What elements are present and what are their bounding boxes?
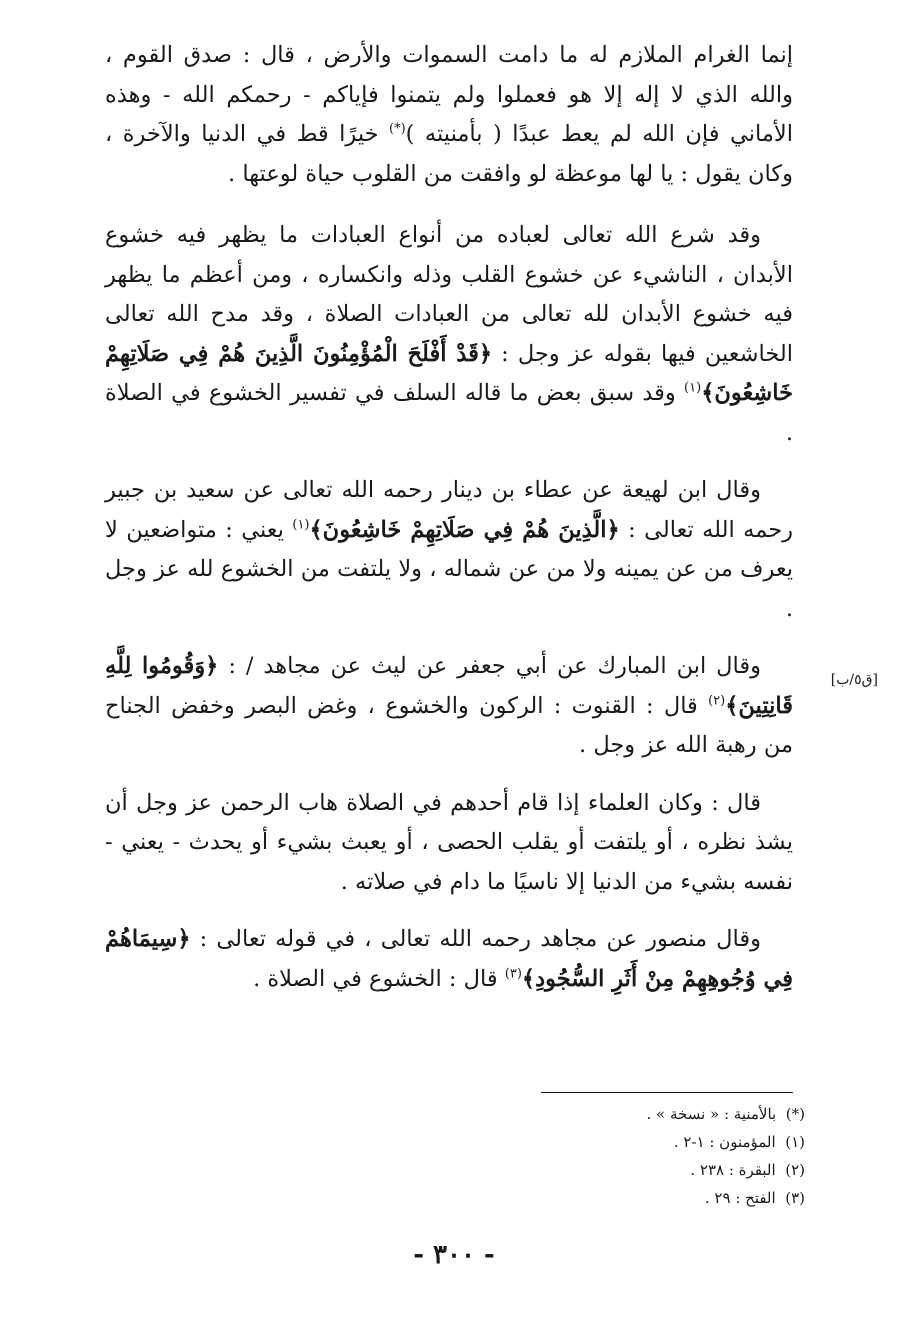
quran-verse-3: ﴿وَقُومُوا لِلَّهِ قَانِتِينَ﴾ (105, 653, 793, 719)
manuscript-folio-note: [ق٥/ب] (830, 672, 878, 688)
footnotes (480, 1100, 805, 1212)
paragraph-2-after: وقد سبق بعض ما قاله السلف في تفسير الخشوع في الصلاة . (105, 380, 793, 446)
body-text (105, 36, 793, 1017)
footnote-ref-1b: (١) (292, 517, 310, 532)
quran-verse-1: ﴿قَدْ أَفْلَحَ الْمُؤْمِنُونَ الَّذِينَ هُمْ فِي صَلَاتِهِمْ خَاشِعُونَ﴾ (105, 340, 793, 406)
footnote-mark: (*) (785, 1105, 805, 1123)
paragraph-4-after: قال : القنوت : الركون والخشوع ، وغض البصر وخفض الجناح من رهبة الله عز وجل . (105, 692, 793, 758)
footnote-mark: (٣) (785, 1189, 805, 1207)
footnote-text: بالأمنية : « نسخة » . (646, 1105, 777, 1123)
footnote-item (480, 1156, 805, 1184)
footnote-text: البقرة : ٢٣٨ . (690, 1161, 776, 1179)
footnote-ref-2: (٢) (708, 693, 726, 708)
footnote-item (480, 1128, 805, 1156)
paragraph-6 (105, 920, 793, 999)
paragraph-1-tail: خيرًا قط في الدنيا والآخرة ، وكان يقول : يا لها موعظة لو وافقت من القلوب حياة لوعتها . (105, 121, 793, 187)
paragraph-6-before: وقال منصور عن مجاهد رحمه الله تعالى ، في قوله تعالى : (190, 926, 761, 952)
footnote-mark: (٢) (785, 1161, 805, 1179)
paragraph-4-before: وقال ابن المبارك عن أبي جعفر عن ليث عن مجاهد / : (218, 653, 762, 679)
footnote-mark: (١) (785, 1133, 805, 1151)
footnote-ref-star: (*) (389, 121, 406, 137)
footnote-text: الفتح : ٢٩ . (704, 1189, 776, 1207)
footnote-item (480, 1100, 805, 1128)
paragraph-3-after: يعني : متواضعين لا يعرف من عن يمينه ولا من عن شماله ، ولا يلتفت من الخشوع لله عز وجل . (105, 516, 793, 622)
footnote-text: المؤمنون : ١-٢ . (673, 1133, 776, 1151)
page-number: - ٣٠٠ - (413, 1240, 495, 1270)
footnote-divider (541, 1092, 793, 1093)
paragraph-4 (105, 647, 793, 766)
paragraph-5: قال : وكان العلماء إذا قام أحدهم في الصلاة هاب الرحمن عز وجل أن يشذ نظره ، أو يلتفت أو يقلب الحصى ، أو يعبث بشيء أو يحدث - يعني - نفسه بشيء من الدنيا إلا ناسيًا ما دام في صلاته . (105, 789, 793, 895)
footnote-ref-3: (٣) (504, 966, 522, 981)
paragraph-6-after: قال : الخشوع في الصلاة . (253, 965, 505, 992)
paragraph-1 (105, 36, 793, 194)
footnote-item (480, 1184, 805, 1212)
paragraph-1-text: إنما الغرام الملازم له ما دامت السموات والأرض ، قال : صدق القوم ، والله الذي لا إله إلا هو فعملوا ولم يتمنوا فإياكم - رحمكم الله - وهذه الأماني فإن الله لم يعط عبدًا ( بأمنيته ) (105, 42, 794, 147)
paragraph-3-before: وقال ابن لهيعة عن عطاء بن دينار رحمه الله تعالى عن سعيد بن جبير رحمه الله تعالى : (105, 477, 793, 543)
quran-verse-2: ﴿الَّذِينَ هُمْ فِي صَلَاتِهِمْ خَاشِعُونَ﴾ (309, 516, 620, 543)
paragraph-3 (105, 471, 793, 629)
paragraph-2 (105, 216, 793, 453)
paragraph-2-before: وقد شرع الله تعالى لعباده من أنواع العبادات ما يظهر فيه خشوع الأبدان ، الناشيء عن خشوع القلب وذله وانكساره ، ومن أعظم ما يظهر فيه خشوع الأبدان لله تعالى من العبادات الصلاة ، وقد مدح الله تعالى الخاشعين فيها بقوله عز وجل : (105, 222, 793, 367)
quran-verse-4: ﴿سِيمَاهُمْ فِي وُجُوهِهِمْ مِنْ أَثَرِ السُّجُودِ﴾ (105, 926, 793, 992)
footnote-ref-1: (١) (684, 380, 702, 396)
